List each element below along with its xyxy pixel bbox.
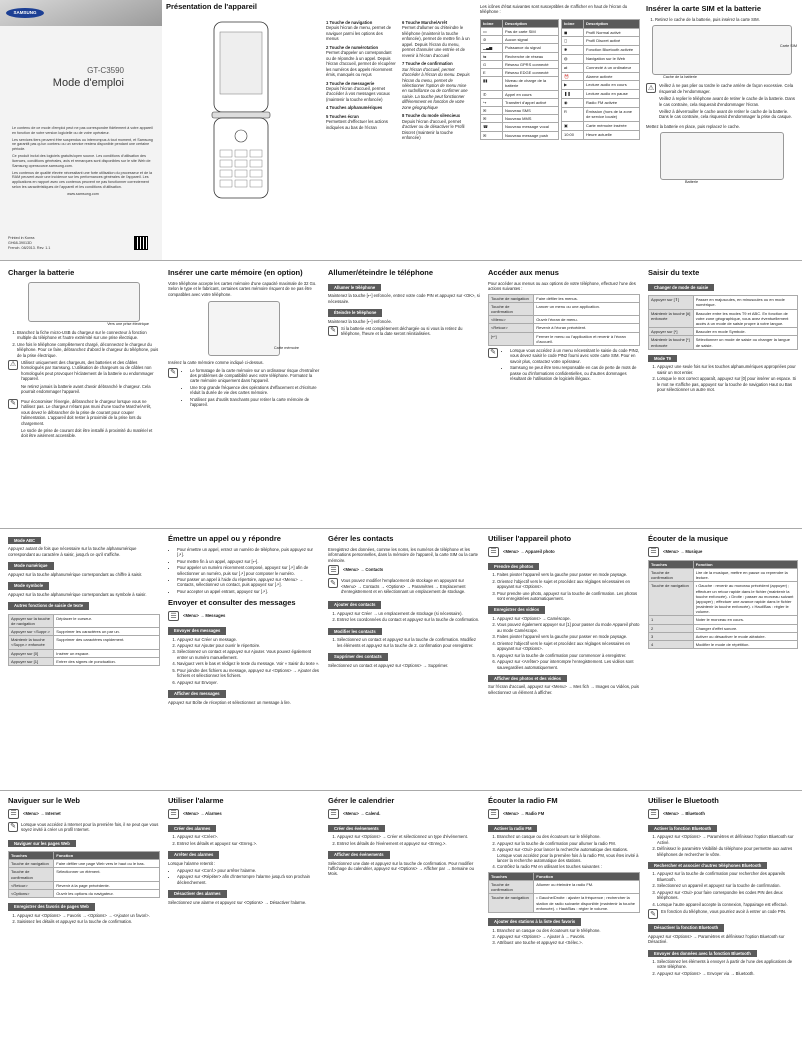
menus-title: Accéder aux menus xyxy=(488,268,559,277)
section-bar: Mode symbole xyxy=(8,582,49,589)
note-icon: ✎ xyxy=(8,822,18,832)
key-description: 2 Touche de numérotation Permet d'appeler un correspondant ou de répondre à un appel. Depuis l'écran d'accueil, permet de récupérer les numéros des appels récemment émis, manqués ou reçus xyxy=(326,44,396,78)
section-bar: Désactiver la fonction Bluetooth xyxy=(648,924,724,931)
status-icon: ▮▮ xyxy=(481,77,503,90)
menus-panel: Accéder aux menus Pour accéder aux menus ou aux options de votre téléphone, effectuez l'une des actions suivantes : Touche de navigation Faire défiler les menus. Touche de confirmation Lancer un menu ou une application. <Menu> Ouvrir l'écran de menu. <Retour> Revenir à l'écran précédent. [↩] Fermer le menu ou l'application et revenir à l'écran d'accueil. ✎ • Lorsque vous accédez à un menu nécessitant le saisie du code PIN2, vous devez saisir le code PIN2 fourni avec votre carte SIM. Pour en savoir plus, contactez votre opérateur. • Samsung ne peut être tenu responsable en cas de perte de mots de passe ou d'informations confidentielles, ou d'autres dommages résultant de l'utilisation de logiciels illégaux. xyxy=(488,268,640,524)
alarm-title: Utiliser l'alarme xyxy=(168,796,224,805)
presentation-panel xyxy=(166,2,476,258)
menus-table: Touche de navigation Faire défiler les menus. Touche de confirmation Lancer un menu ou une application. <Menu> Ouvrir l'écran de menu. <Retour> Revenir à l'écran précédent. [↩] Fermer le menu ou l'application et revenir à l'écran d'accueil. xyxy=(488,294,640,346)
menu-path-icon: ☰ xyxy=(648,547,659,557)
sim-step: 1. Retirez le cache de la batterie, puis insérez la carte SIM. xyxy=(655,17,798,22)
qr-code xyxy=(134,236,148,250)
battery-illustration: Batterie xyxy=(660,132,784,180)
memory-title: Insérer une carte mémoire (en option) xyxy=(168,268,303,277)
status-icon: ✉ xyxy=(481,115,503,123)
music-panel: Écouter de la musique ☰ <Menu> → Musique Touches Fonction Touche de confirmation Lire de la musique, mettre en pause ou reprendre la lecture. Touche de navigation • Gauche : revenir au morceau précédent (appuyer) ; effectuer un retour rapide dans le fichier (maintenir la touche enfoncée). • Droite : passer au morceau suivant (appuyer) ; effectuer une avance rapide dans le fichier (maintenir la touche enfoncée). • Haut/Bas : régler le volume. 1 Noter le morceau en cours. 2 Changer d'effet sonore. 3 Activer ou désactiver le mode aléatoire. 4 Modifier le mode de répétition. xyxy=(648,534,798,786)
status-icon: E xyxy=(481,69,503,77)
photo-panel: Utiliser l'appareil photo ☰ <Menu> → Appareil photo Prendre des photos 1. Faites pivoter l'appareil vers la gauche pour passer en mode paysage. 2. Orientez l'objectif vers le sujet et procédez aux réglages nécessaires en appuyant sur <Options>. 3. Pour prendre une photo, appuyez sur la touche de confirmation. Les photos sont enregistrées automatiquement. Enregistrer des vidéos 1. Appuyez sur <Options> → Caméscope. 2. Vous pouvez également appuyer sur [1] pour passer du mode Appareil photo au mode Caméscope. 3. Faites pivoter l'appareil vers la gauche pour passer en mode paysage. 4. Orientez l'objectif vers le sujet et procédez aux réglages nécessaires en appuyant sur <Options>. 5. Appuyez sur la touche de confirmation pour commencer à enregistrer. 6. Appuyez sur <Arrêter> pour interrompre l'enregistrement. Les vidéos sont sauvegardées automatiquement. Afficher des photos et des vidéos Sur l'écran d'accueil, appuyez sur <Menu> → Mes fich → Images ou Vidéos, puis sélectionnez un élément à afficher. xyxy=(488,534,640,786)
menu-path-icon: ☰ xyxy=(328,809,339,819)
web-panel: Naviguer sur le Web ☰ <Menu> → Internet ✎ Lorsque vous accédez à Internet pour la première fois, il se peut que vous soyez invité à créer un profil Internet. Naviguer sur les pages Web Touches Fonction Touche de navigation Faire défiler une page Web vers le haut ou le bas. Touche de confirmation Sélectionner un élément. <Retour> Revenir à la page précédente. <Options> Ouvrir les options du navigateur. Enregistrer des favoris de pages Web 1. Appuyez sur <Options> → Favoris → <Options> → <Ajouter un favori>. 2. Saisissez les détails et appuyez sur la touche de confirmation. xyxy=(8,796,160,1050)
section-bar: Enregistrer des vidéos xyxy=(488,606,545,613)
abc-table: Appuyer sur la touche de navigation Déplacer le curseur. Appuyer sur <Suppr.> Supprimer les caractères un par un. Maintenir la touche <Suppr.> enfoncée Supprimer des caractères rapidement. Appuyer sur [0] Insérer un espace. Appuyer sur [1] Entrer des signes de ponctuation. xyxy=(8,614,160,666)
power-on-text: Maintenez la touche [↩] enfoncée, entrez votre code PIN et appuyez sur <OK>, si nécessaire. xyxy=(328,293,480,304)
call-title: Émettre un appel ou y répondre xyxy=(168,534,281,543)
menu-path-icon: ☰ xyxy=(168,611,179,621)
sim-step: Mettez la batterie en place, puis replacez le cache. xyxy=(646,123,741,129)
status-icon: R xyxy=(562,107,584,121)
section-bar: Envoyer des données avec la fonction Bluetooth xyxy=(648,950,757,957)
print-info: French. 08/2013. Rev. 1.1 xyxy=(8,245,51,250)
charge-panel: Charger la batterie Vers une prise électrique 1. Branchez la fiche micro-USB du chargeur sur le connecteur à fonction multiple du téléphone et l'autre extrémité sur une prise électrique. 2. Une fois le téléphone complètement chargé, déconnectez le chargeur du téléphone. Pour ce faire, débranchez d'abord le chargeur du téléphone, puis de la prise électrique. ⚠ Utilisez uniquement des chargeurs, des batteries et des câbles homologués par Samsung. L'utilisation de chargeurs ou de câbles non homologués peut provoquer l'éclatement de la batterie ou endommager l'appareil. Ne retirez jamais la batterie avant d'avoir débranché le chargeur. Cela pourrait endommager l'appareil. ✎ Pour économiser l'énergie, débranchez le chargeur lorsque vous ne l'utilisez pas. Le chargeur n'étant pas muni d'une touche Marche/Arrêt, vous devez le débrancher de la prise de courant pour couper l'alimentation. L'appareil doit rester à proximité de la prise lors du chargement. Le socle de prise de courant doit être installé à proximité du matériel et doit être aisément accessible. xyxy=(8,268,160,524)
power-title: Allumer/éteindre le téléphone xyxy=(328,268,434,277)
section-bar: Mode numérique xyxy=(8,562,54,569)
phone-illustration xyxy=(196,16,286,206)
cover-paragraph: Le contenu de ce mode d'emploi peut ne pas correspondre fidèlement à votre appareil en fonction de votre version logicielle ou de votre opérateur. xyxy=(12,126,153,135)
power-off-text: Maintenez la touche [↩] enfoncée. xyxy=(328,318,393,324)
status-icon: ◼ xyxy=(562,28,584,37)
section-bar: Naviguer sur les pages Web xyxy=(8,840,76,847)
status-icon: ▭ xyxy=(481,28,503,36)
charge-step: 1. Branchez la fiche micro-USB du chargeur sur le connecteur à fonction multiple du téléphone et l'autre extrémité sur une prise électrique. xyxy=(17,330,160,341)
section-bar: Mode ABC xyxy=(8,537,41,544)
section-bar: Activer la fonction Bluetooth xyxy=(648,825,717,832)
status-icon: ◉ xyxy=(562,98,584,107)
status-icon: ✉ xyxy=(481,106,503,114)
key-description: 5 Touches écran Permettent d'effectuer les actions indiquées au bas de l'écran xyxy=(326,113,388,130)
section-bar: Changer de mode de saisie xyxy=(648,284,714,291)
note-icon: ✎ xyxy=(328,578,338,588)
web-table: Touches Fonction Touche de navigation Faire défiler une page Web vers le haut ou le bas. Touche de confirmation Sélectionner un élément. <Retour> Revenir à la page précédente. <Options> Ouvrir les options du navigateur. xyxy=(8,851,160,898)
sim-title: Insérer la carte SIM et la batterie xyxy=(646,4,762,13)
menu-path-icon: ☰ xyxy=(648,809,659,819)
status-icon: ✱ xyxy=(562,46,584,55)
section-bar: Afficher des messages xyxy=(168,690,226,697)
sim-illustration: Cache de la batterie Carte SIM xyxy=(652,25,792,75)
print-info: GH68-39013D xyxy=(8,240,32,245)
memory-panel: Insérer une carte mémoire (en option) Votre téléphone accepte les cartes mémoire d'une capacité maximale de 32 Go. Selon le type et le fabricant, certaines cartes mémoire risquent de ne pas être compatibles avec votre téléphone. Carte mémoire Insérez la carte mémoire comme indiqué ci-dessus. ✎ • Le formatage de la carte mémoire sur un ordinateur risque d'entraîner des problèmes de compatibilité avec votre téléphone. Formatez la carte mémoire uniquement dans l'appareil. • Une trop grande fréquence des opérations d'effacement et d'écriture réduit la durée de vie des cartes mémoire. • N'utilisez pas d'outils tranchants pour retirer la carte mémoire de l'appareil. xyxy=(168,268,320,524)
section-bar: Ajouter des contacts xyxy=(328,601,381,608)
call-panel: Émettre un appel ou y répondre • Pour émettre un appel, entrez un numéro de téléphone, puis appuyez sur [↗]. • Pour mettre fin à un appel, appuyez sur [↩]. • Pour appeler un numéro récemment composé, appuyez sur [↗] afin de sélectionner un numéro, puis sur [↗] pour composer le numéro. • Pour passer un appel à l'aide du répertoire, appuyez sur <Menu> → Contacts, sélectionnez un contact, puis appuyez sur [↗]. • Pour accepter un appel entrant, appuyez sur [↗]. Envoyer et consulter des messages ☰ <Menu> → Messages Envoyer des messages 1. Appuyez sur Créer un message. 2. Appuyez sur Ajouter pour ouvrir le répertoire. 3. Sélectionnez un contact et appuyez sur Ajouter. Vous pouvez également entrer un numéro manuellement. 4. Naviguez vers le bas et rédigez le texte du message. Voir « Saisir du texte ». 5. Pour joindre des fichiers au message, appuyez sur <Options> → Ajouter des fichiers et sélectionnez les fichiers. 6. Appuyez sur Envoyer. Afficher des messages Appuyez sur Boîte de réception et sélectionnez un message à lire. xyxy=(168,534,320,786)
menu-path-icon: ☰ xyxy=(488,809,499,819)
status-icon: ▁▃▅ xyxy=(481,44,503,52)
section-bar: Prendre des photos xyxy=(488,563,539,570)
bluetooth-panel: Utiliser le Bluetooth ☰ <Menu> → Bluetooth Activer la fonction Bluetooth 1. Appuyez sur <Options> → Paramètres et définissez l'option Bluetooth sur Activé. 2. Définissez le paramètre Visibilité du téléphone pour permettre aux autres téléphones de rechercher le vôtre. Rechercher et associer d'autres téléphones Bluetooth 1. Appuyez sur la touche de confirmation pour rechercher des appareils Bluetooth. 2. Sélectionnez un appareil et appuyez sur la touche de confirmation. 3. Appuyez sur <Oui> pour faire correspondre les codes PIN des deux téléphones. 4. Lorsque l'autre appareil accepte la connexion, l'appairage est effectué. ✎ En fonction du téléphone, vous pourriez avoir à entrer un code PIN. Désactiver la fonction Bluetooth Appuyez sur <Options> → Paramètres et définissez l'option Bluetooth sur Désactivé. Envoyer des données avec la fonction Bluetooth 1. Sélectionnez les éléments à envoyer à partir de l'une des applications de votre téléphone. 2. Appuyez sur <Options> → Envoyer via → Bluetooth. xyxy=(648,796,798,1050)
contacts-title: Gérer les contacts xyxy=(328,534,394,543)
charge-step: 2. Une fois le téléphone complètement chargé, déconnectez le chargeur du téléphone. Pour ce faire, débranchez d'abord le chargeur du téléphone, puis de la prise électrique. xyxy=(17,342,160,358)
cover-paragraph: Les services tiers peuvent être suspendus ou interrompus à tout moment, et Samsung ne garantit pas qu'un contenu ou un service restera disponible pendant une certaine période. xyxy=(12,137,153,152)
icons-intro: Les icônes d'état suivantes sont susceptibles de s'afficher en haut de l'écran du téléphone : xyxy=(480,4,628,15)
status-icon: ☎ xyxy=(481,123,503,131)
menu-path-icon: ☰ xyxy=(168,809,179,819)
status-icon: ▶ xyxy=(562,81,584,90)
music-table: Touches Fonction Touche de confirmation Lire de la musique, mettre en pause ou reprendre la lecture. Touche de navigation • Gauche : revenir au morceau précédent (appuyer) ; effectuer un retour rapide dans le fichier (maintenir la touche enfoncée). • Droite : passer au morceau suivant (appuyer) ; effectuer une avance rapide dans le fichier (maintenir la touche enfoncée). • Haut/Bas : régler le volume. 1 Noter le morceau en cours. 2 Changer d'effet sonore. 3 Activer ou désactiver le mode aléatoire. 4 Modifier le mode de répétition. xyxy=(648,560,798,649)
sim-panel: Insérer la carte SIM et la batterie 1. Retirez le cache de la batterie, puis insérez la carte SIM. Cache de la batterie Carte SIM ⚠ Veillez à ne pas plier ou tordre le cache arrière de façon excessive. Cela risquerait de l'endommager. Veillez à replier le téléphone avant de retirer le cache de la batterie. Dans le cas contraire, cela risquerait d'endommager l'écran. Veillez à déverrouiller le cache avant de retirer le cache de la batterie. Dans le cas contraire, cela risquerait d'endommager la prise du casque. Mettez la batterie en place, puis replacez le cache. Batterie xyxy=(646,4,798,258)
bluetooth-title: Utiliser le Bluetooth xyxy=(648,796,719,805)
section-bar: Désactiver des alarmes xyxy=(168,890,227,897)
status-icon: ✉ xyxy=(481,131,503,139)
memory-intro: Votre téléphone accepte les cartes mémoire d'une capacité maximale de 32 Go. Selon le type et le fabricant, certaines cartes mémoire risquent de ne pas être compatibles avec votre téléphone. xyxy=(168,280,317,297)
cover-paragraph: Les contenus de qualité élevée nécessitant une forte utilisation du processeur et de la RAM peuvent avoir une incidence sur les performances générales de l'appareil. Les applications en rapport avec ces contenus peuvent ne pas fonctionner correctement selon les caractéristiques de l'appareil et les conditions d'utilisation. xyxy=(12,170,153,189)
key-description: 6 Touche Marche/Arrêt Permet d'allumer ou d'éteindre le téléphone (maintenir la touche enfoncée), permet de mettre fin à un appel. Depuis l'écran du menu, permet d'annuler une entrée et de revenir à l'écran d'accueil xyxy=(402,20,470,58)
radio-panel: Écouter la radio FM ☰ <Menu> → Radio FM Activer la radio FM 1. Branchez un casque ou des écouteurs sur le téléphone. 2. Appuyez sur la touche de confirmation pour allumer la radio FM. 3. Appuyez sur <Oui> pour lancer la recherche automatique des stations. Lorsque vous accédez pour la première fois à la radio FM, vous êtes invité à lancer la recherche automatique des stations. 4. Contrôlez la radio FM en utilisant les touches suivantes : Touches Fonction Touche de confirmation Allumer ou éteindre la radio FM. Touche de navigation • Gauche/Droite : ajuster la fréquence ; rechercher la station de radio suivante disponible (maintenir la touche enfoncée). • Haut/Bas : régler le volume. Ajouter des stations à la liste des favoris 1. Branchez un casque ou des écouteurs sur le téléphone. 2. Appuyez sur <Options> → Ajouter à → Favoris. 3. Attribuez une touche et appuyez sur <Sélec.>. xyxy=(488,796,640,1050)
section-bar: Autres fonctions de saisie de texte xyxy=(8,602,89,609)
status-icon: ⏰ xyxy=(562,72,584,81)
section-bar: Allumer le téléphone xyxy=(328,284,381,291)
menu-path-icon: ☰ xyxy=(8,809,19,819)
calendar-title: Gérer le calendrier xyxy=(328,796,395,805)
section-bar: Rechercher et associer d'autres téléphones Bluetooth xyxy=(648,862,767,869)
section-bar: Afficher des événements xyxy=(328,851,390,858)
cover-paragraph: Ce produit inclut des logiciels gratuits/open source. Les conditions d'utilisation des licences, conditions générales, avis et remarques sont disponibles sur le site Web de Samsung opensource.samsung.com. xyxy=(12,154,151,168)
messages-title: Envoyer et consulter des messages xyxy=(168,598,296,608)
print-info: Printed in Korea xyxy=(8,236,35,240)
abc-panel: Mode ABC Appuyez autant de fois que nécessaire sur la touche alphanumérique correspondant au caractère à saisir, jusqu'à ce qu'il s'affiche. Mode numérique Appuyez sur la touche alphanumérique correspondant au chiffre à saisir. Mode symbole Appuyez sur la touche alphanumérique correspondant au symbole à saisir. Autres fonctions de saisie de texte Appuyer sur la touche de navigation Déplacer le curseur. Appuyer sur <Suppr.> Supprimer les caractères un par un. Maintenir la touche <Suppr.> enfoncée Supprimer des caractères rapidement. Appuyer sur [0] Insérer un espace. Appuyer sur [1] Entrer des signes de ponctuation. xyxy=(8,534,160,786)
radio-title: Écouter la radio FM xyxy=(488,796,558,805)
memory-after: Insérez la carte mémoire comme indiqué ci-dessus. xyxy=(168,360,264,366)
contacts-panel: Gérer les contacts Enregistrez des données, comme les noms, les numéros de téléphone et les informations personnelles, dans la mémoire de l'appareil, la carte SIM ou la carte mémoire. ☰ <Menu> → Contacts ✎ Vous pouvez modifier l'emplacement de stockage en appuyant sur <Menu> → Contacts → <Options> → Paramètres → Emplacement d'enregistrement et en sélectionnant un emplacement de stockage. Ajouter des contacts 1. Appuyez sur Créer → un emplacement de stockage (si nécessaire). 2. Entrez les coordonnées du contact et appuyez sur la touche de confirmation. Modifier les contacts 1. Sélectionnez un contact et appuyez sur la touche de confirmation. Modifiez les éléments et appuyez sur la touche de 2. confirmation pour enregistrer. Supprimer des contacts Sélectionnez un contact et appuyez sur <Options> → Supprimer. xyxy=(328,534,480,786)
text-input-panel: Saisir du texte Changer de mode de saisie Appuyer sur [⇑] Passer en majuscules, en minuscules ou en mode numérique. Maintenir la touche [#] enfoncée Basculer entre les modes T9 et ABC. En fonction de votre zone géographique, vous avez éventuellement accès à un mode de saisie propre à votre langue. Appuyer sur [*] Basculer en mode Symbole. Maintenir la touche [*] enfoncée Sélectionner un mode de saisie ou changer la langue de saisie. Mode T9 1. Appuyez une seule fois sur les touches alphanumériques appropriées pour saisir un mot entier. 2. Lorsque le mot correct apparaît, appuyez sur [0] pour insérer un espace. Si le mot ne s'affiche pas, appuyez sur la touche de navigation Haut ou Bas pour sélectionner un autre mot. xyxy=(648,268,798,524)
section-bar: Créer des événements xyxy=(328,825,385,832)
cover-title: Mode d'emploi xyxy=(52,77,124,89)
alarm-panel: Utiliser l'alarme ☰ <Menu> → Alarmes Créer des alarmes 1. Appuyez sur <Créer>. 2. Entrez les détails et appuyez sur <Enreg.>. Arrêter des alarmes Lorsque l'alarme retentit : • Appuyez sur <Conf.> pour arrêter l'alarme. • Appuyez sur <Répéter> afin d'interrompre l'alarme jusqu'à son prochain déclenchement. Désactiver des alarmes Sélectionnez une alarme et appuyez sur <Options> → Désactiver l'alarme. xyxy=(168,796,320,1050)
cover-panel xyxy=(0,0,162,260)
menus-intro: Pour accéder aux menus ou aux options de votre téléphone, effectuez l'une des actions suivantes : xyxy=(488,280,636,292)
website[interactable]: www.samsung.com xyxy=(67,191,99,196)
note-icon: ✎ xyxy=(8,399,18,409)
status-icon: ◍ xyxy=(562,55,584,64)
calendar-panel: Gérer le calendrier ☰ <Menu> → Calend. Créer des événements 1. Appuyez sur <Options> → Créer et sélectionnez un type d'événement. 2. Entrez les détails de l'événement et appuyez sur <Enreg.>. Afficher des événements Sélectionnez une date et appuyez sur la touche de confirmation. Pour modifier l'affichage du calendrier, appuyez sur <Options> → Afficher par → Semaine ou Mois. xyxy=(328,796,480,1050)
section-bar: Modifier les contacts xyxy=(328,628,382,635)
sim-note: Veillez à ne pas plier ou tordre le cache arrière de façon excessive. Cela risquerait de l'endommager. xyxy=(659,83,794,94)
key-description: 4 Touches alphanumériques xyxy=(326,105,383,111)
status-icons-panel xyxy=(480,4,640,258)
section-bar: Éteindre le téléphone xyxy=(328,309,382,316)
text-mode-table: Appuyer sur [⇑] Passer en majuscules, en minuscules ou en mode numérique. Maintenir la touche [#] enfoncée Basculer entre les modes T9 et ABC. En fonction de votre zone géographique, vous avez éventuellement accès à un mode de saisie propre à votre langue. Appuyer sur [*] Basculer en mode Symbole. Maintenir la touche [*] enfoncée Sélectionner un mode de saisie ou changer la langue de saisie. xyxy=(648,295,798,350)
status-icon: ⊘ xyxy=(481,36,503,44)
key-description: 3 Touche de messagerie Depuis l'écran d'accueil, permet d'accéder à vos messages vocaux (maintenir la touche enfoncée) xyxy=(326,80,390,102)
key-description: 8 Touche du mode silencieux Depuis l'écran d'accueil, permet d'activer ou de désactiver le Profil Discret (maintenir la touche enfoncée) xyxy=(402,113,465,141)
charger-illustration: Vers une prise électrique xyxy=(28,282,140,322)
clock-icon: 10:00 xyxy=(562,130,584,139)
section-bar: Activer la radio FM xyxy=(488,825,537,832)
status-icon: ✆ xyxy=(481,90,503,98)
music-title: Écouter de la musique xyxy=(648,534,729,543)
power-panel: Allumer/éteindre le téléphone Allumer le téléphone Maintenez la touche [↩] enfoncée, entrez votre code PIN et appuyez sur <OK>, si nécessaire. Éteindre le téléphone Maintenez la touche [↩] enfoncée. ✎ Si la batterie est complètement déchargée ou si vous la retirez du téléphone, l'heure et la date seront réinitialisées. xyxy=(328,268,480,524)
note-icon: ✎ xyxy=(168,368,178,378)
web-title: Naviguer sur le Web xyxy=(8,796,80,805)
samsung-logo: SAMSUNG xyxy=(6,8,44,18)
radio-table: Touches Fonction Touche de confirmation Allumer ou éteindre la radio FM. Touche de navigation • Gauche/Droite : ajuster la fréquence ; rechercher la station de radio suivante disponible (maintenir la touche enfoncée). • Haut/Bas : régler le volume. xyxy=(488,872,640,913)
memory-card-illustration: Carte mémoire xyxy=(208,301,280,356)
menu-path-icon: ☰ xyxy=(328,565,339,575)
section-bar: Supprimer des contacts xyxy=(328,653,388,660)
status-icon: ⇌ xyxy=(562,63,584,72)
warning-icon: ⚠ xyxy=(9,361,17,369)
section-bar: Envoyer des messages xyxy=(168,627,226,634)
status-icon: ❚❚ xyxy=(562,90,584,99)
section-bar: Créer des alarmes xyxy=(168,825,216,832)
key-description: 1 Touche de navigation Depuis l'écran de menu, permet de naviguer parmi les options des menus xyxy=(326,20,392,42)
note-icon: ✎ xyxy=(648,909,658,919)
status-icon: ↪ xyxy=(481,98,503,106)
warning-icon: ⚠ xyxy=(647,84,655,92)
note-icon: ✎ xyxy=(328,326,338,336)
presentation-title: Présentation de l'appareil xyxy=(166,2,257,11)
note-icon: ✎ xyxy=(488,348,498,358)
section-bar: Afficher des photos et des vidéos xyxy=(488,675,567,682)
icons-table-left: Icône Description ▭ Pas de carte SIM ⊘ Aucun signal ▁▃▅ Puissance du signal ⇆ Recherche de réseau G Réseau GPRS connecté E Réseau EDGE connecté ▮▮ Niveau de charge de la batterie ✆ Appel en cours ↪ Transfert d'appel activé ✉ Nouveau SMS ✉ Nouveau MMS ☎ Nouveau message vocal ✉ Nouveau message push xyxy=(480,19,559,140)
status-icon: ▣ xyxy=(562,122,584,131)
icons-table-right: Icône Description ◼ Profil Normal activé ◻ Profil Discret activé ✱ Fonction Bluetooth activée ◍ Navigation sur le Web ⇌ Connecté à un ordinateur ⏰ Alarme activée ▶ Lecture audio en cours ❚❚ Lecture audio en pause ◉ Radio FM activée R Émission (hors de la zone de service locale) ▣ Carte mémoire insérée 10:00 Heure actuelle xyxy=(561,19,640,140)
section-bar: Mode T9 xyxy=(648,355,677,362)
status-icon: ⇆ xyxy=(481,52,503,60)
model-number: GT-C3590 xyxy=(87,66,124,75)
menu-path-icon: ☰ xyxy=(488,547,499,557)
status-icon: G xyxy=(481,60,503,68)
section-bar: Ajouter des stations à la liste des favoris xyxy=(488,918,581,925)
key-description: 7 Touche de confirmation Sur l'écran d'accueil, permet d'accéder à l'écran du menu. Depuis l'écran du menu, permet de sélectionner l'option de menu mise en surbrillance ou de confirmer une saisie. La touche peut fonctionner différemment en fonction de votre zone géographique xyxy=(402,61,470,110)
section-bar: Arrêter des alarmes xyxy=(168,851,219,858)
status-icon: ◻ xyxy=(562,37,584,46)
photo-title: Utiliser l'appareil photo xyxy=(488,534,572,543)
section-bar: Enregistrer des favoris de pages Web xyxy=(8,903,95,910)
charge-title: Charger la batterie xyxy=(8,268,75,277)
text-title: Saisir du texte xyxy=(648,268,700,277)
